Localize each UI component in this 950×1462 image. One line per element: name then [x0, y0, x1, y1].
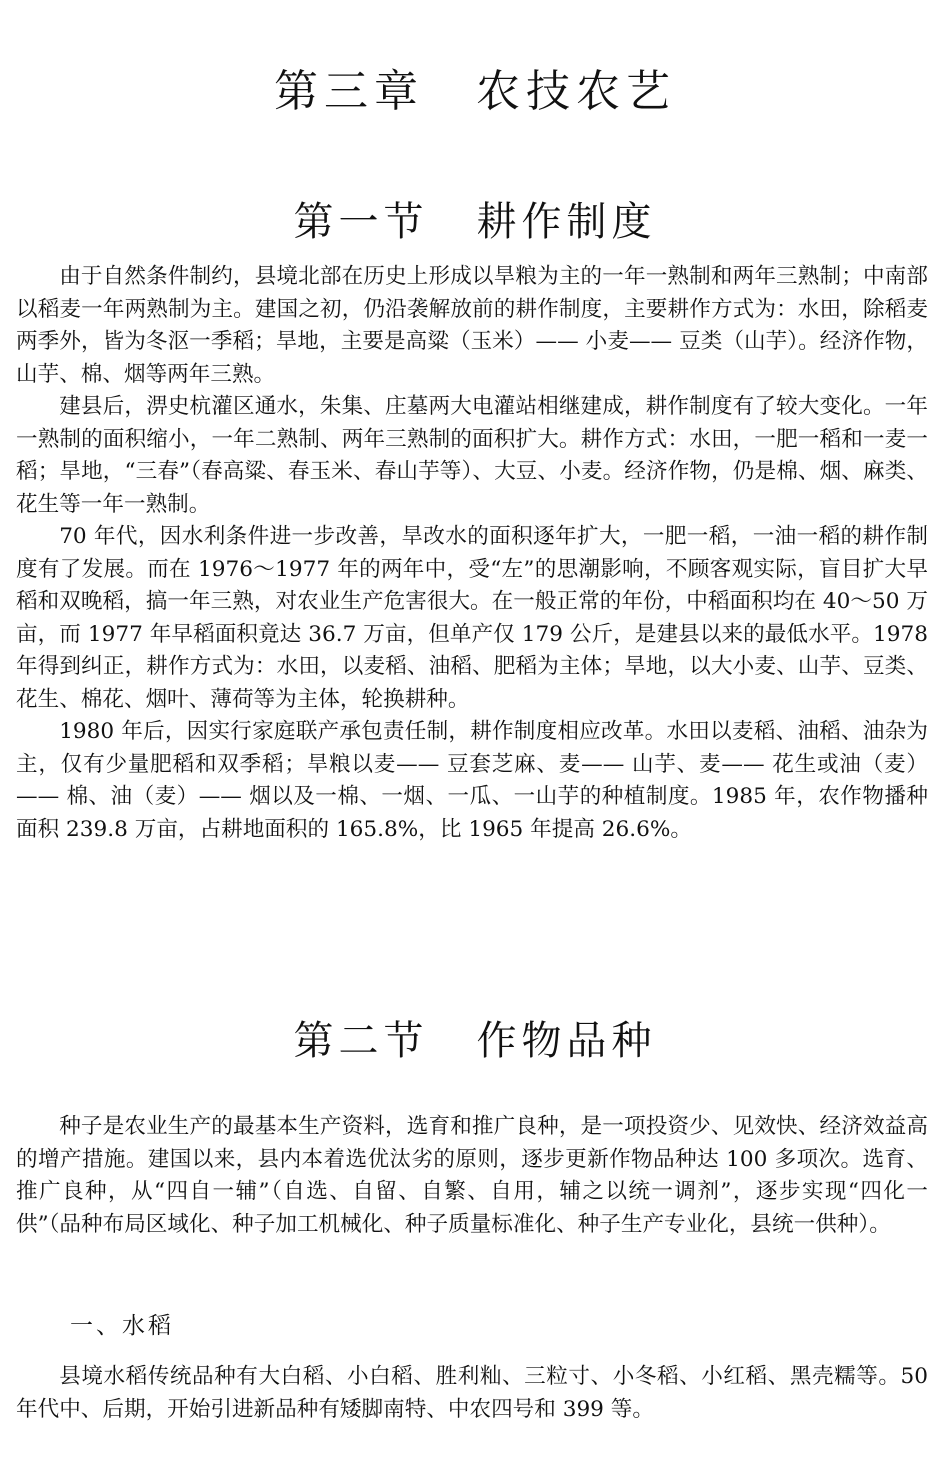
section-title-crop-varieties	[0, 1013, 950, 1069]
paragraph: 建县后，淠史杭灌区通水，朱集、庄墓两大电灌站相继建成，耕作制度有了较大变化。一年一熟制的面积缩小，一年二熟制、两年三熟制的面积扩大。耕作方式：水田，一肥一稻和一麦一稻；旱地，“三春”（春高粱、春玉米、春山芋等）、大豆、小麦。经济作物，仍是棉、烟、麻类、花生等一年一熟制。	[16, 394, 928, 517]
section-name: 作物品种	[476, 1018, 657, 1064]
section-title-farming-system	[0, 194, 950, 250]
chapter-title	[0, 62, 950, 122]
section-number: 第一节	[293, 199, 429, 245]
section-body-farming-system	[16, 261, 928, 846]
chapter-number: 第三章	[274, 66, 424, 117]
section-number: 第二节	[293, 1018, 429, 1064]
paragraph: 70 年代，因水利条件进一步改善，旱改水的面积逐年扩大，一肥一稻，一油一稻的耕作制度有了发展。而在 1976～1977 年的两年中，受“左”的思潮影响，不顾客观实际，盲目扩大早稻和双晚稻，搞一年三熟，对农业生产危害很大。在一般正常的年份，中稻面积均在 40～50 万亩，而 1977 年早稻面积竟达 36.7 万亩，但单产仅 179 公斤，是建县以来的最低水平。1978 年得到纠正，耕作方式为：水田，以麦稻、油稻、肥稻为主体；旱地，以大小麦、山芋、豆类、花生、棉花、烟叶、薄荷等为主体，轮换耕种。	[16, 524, 928, 712]
subsection-body-rice	[16, 1361, 928, 1426]
paragraph: 1980 年后，因实行家庭联产承包责任制，耕作制度相应改革。水田以麦稻、油稻、油杂为主，仅有少量肥稻和双季稻；旱粮以麦—— 豆套芝麻、麦—— 山芋、麦—— 花生或油（麦）—— 棉、油（麦）—— 烟以及一棉、一烟、一瓜、一山芋的种植制度。1985 年，农作物播种面积 239.8 万亩，占耕地面积的 165.8%，比 1965 年提高 26.6%。	[16, 719, 928, 842]
section-name: 耕作制度	[476, 199, 657, 245]
paragraph: 县境水稻传统品种有大白稻、小白稻、胜利籼、三粒寸、小冬稻、小红稻、黑壳糯等。50 年代中、后期，开始引进新品种有矮脚南特、中农四号和 399 等。	[16, 1364, 928, 1422]
chapter-name: 农技农艺	[476, 66, 676, 117]
paragraph: 由于自然条件制约，县境北部在历史上形成以旱粮为主的一年一熟制和两年三熟制；中南部以稻麦一年两熟制为主。建国之初，仍沿袭解放前的耕作制度，主要耕作方式为：水田，除稻麦两季外，皆为冬沤一季稻；旱地，主要是高粱（玉米）—— 小麦—— 豆类（山芋）。经济作物，山芋、棉、烟等两年三熟。	[16, 264, 928, 387]
paragraph: 种子是农业生产的最基本生产资料，选育和推广良种，是一项投资少、见效快、经济效益高的增产措施。建国以来，县内本着选优汰劣的原则，逐步更新作物品种达 100 多项次。选育、推广良种，从“四自一辅”（自选、自留、自繁、自用，辅之以统一调剂”，逐步实现“四化一供”（品种布局区域化、种子加工机械化、种子质量标准化、种子生产专业化，县统一供种）。	[16, 1114, 928, 1237]
section-body-crop-varieties	[16, 1111, 928, 1241]
subsection-heading-rice: 一、水稻	[70, 1313, 174, 1339]
